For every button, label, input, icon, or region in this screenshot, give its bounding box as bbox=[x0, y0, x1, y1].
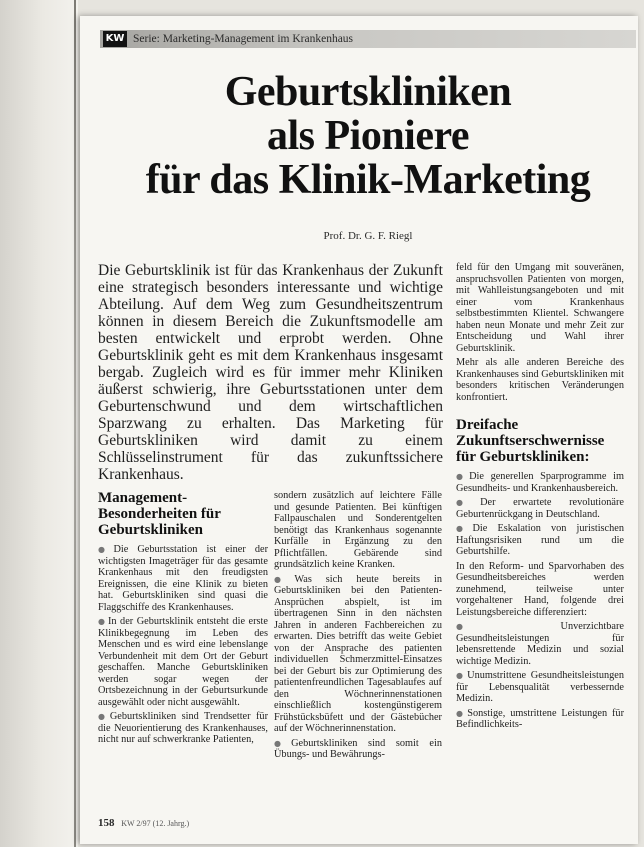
bullet-paragraph bbox=[456, 708, 624, 731]
bullet-icon: ● bbox=[274, 738, 290, 748]
bullet-paragraph bbox=[456, 471, 624, 494]
bullet-paragraph bbox=[98, 544, 268, 613]
binding-edge bbox=[74, 0, 76, 847]
page-number: 158 bbox=[98, 817, 115, 829]
headline-line: für das Klinik-Marketing bbox=[145, 157, 591, 203]
paragraph: sondern zusätzlich auf leichtere Fälle und gesunde Patienten. Bei künftigen Fallpauschalen und Sonderentgelten benötigt das Krankenhaus sogenannte Kurfälle in Ergänzung zu den Pflichtfällen. Gebärende sind grundsätzlich keine Kranken. bbox=[274, 490, 442, 570]
magazine-logo: KW bbox=[103, 31, 127, 47]
headline-line: Geburtskliniken bbox=[224, 69, 512, 115]
bullet-paragraph bbox=[98, 711, 268, 746]
book-spine bbox=[0, 0, 78, 847]
bullet-icon: ● bbox=[456, 472, 468, 481]
paragraph-text: In der Geburtsklinik entsteht die erste Klinikbegegnung im Leben des Menschen und es wird eine lebenslange Verbundenheit mit dem Ort der Geburt geschaffen. Manche Geburtskliniken werden sogar wegen der Ortsbezeichnung in der Geburtsurkunde ausgewählt oder nicht ausgewählt. bbox=[98, 616, 268, 708]
bullet-icon: ● bbox=[98, 617, 106, 626]
bullet-paragraph bbox=[456, 497, 624, 520]
bullet-paragraph bbox=[456, 621, 624, 667]
column-2 bbox=[274, 490, 442, 764]
article-author: Prof. Dr. G. F. Riegl bbox=[323, 230, 413, 242]
bullet-paragraph bbox=[98, 616, 268, 708]
paragraph-text: Unverzichtbare Gesundheitsleistungen für lebensrettende Medizin und sozial wichtige Medizin. bbox=[456, 621, 624, 667]
paragraph: Mehr als alle anderen Bereiche des Krankenhauses sind Geburtskliniken mit besonders kritischen Veränderungen konfrontiert. bbox=[456, 357, 624, 403]
bullet-paragraph bbox=[456, 523, 624, 558]
series-title: Serie: Marketing-Management im Krankenhaus bbox=[133, 33, 354, 45]
paragraph-text: Was sich heute bereits in Geburtskliniken bei den Patienten-Ansprüchen abspielt, ist im übertragenen Sinn in den nächsten Jahren in anderen Fachbereichen zu erwarten. Dies betrifft das weite Gebiet von der Ansprache des patienten individuellen Schmerzmittel-Einsatzes bei der Geburt bis zur Optimierung des patientenfreundlichen Tagesablaufes auf den Wöchnerinnenstationen einschließlich kostengünstigerem Frühstücksbüfett und der Gästebücher auf der Wöchnerinnenstation. bbox=[274, 573, 443, 734]
bullet-icon: ● bbox=[456, 708, 466, 718]
column-1 bbox=[98, 490, 268, 749]
bullet-icon: ● bbox=[456, 622, 559, 631]
paragraph-text: Der erwartete revolutionäre Geburtenrückgang in Deutschland. bbox=[456, 497, 624, 520]
bullet-icon: ● bbox=[456, 671, 466, 680]
bullet-icon: ● bbox=[98, 712, 108, 721]
column-3 bbox=[456, 262, 624, 734]
bullet-icon: ● bbox=[456, 524, 471, 533]
bullet-icon: ● bbox=[274, 574, 293, 584]
paragraph-text: Die generellen Sparprogramme im Gesundheits- und Krankenhausbereich. bbox=[456, 471, 624, 494]
bullet-paragraph bbox=[274, 574, 442, 735]
bullet-icon: ● bbox=[98, 545, 112, 554]
lead-paragraph: Die Geburtsklinik ist für das Krankenhaus der Zukunft eine strategisch besonders interessante und wichtige Abteilung. Auf dem Weg zum Gesundheitszentrum können in diesem Bereich die Zukunftsmodelle am besten entwickelt und erprobt werden. Ohne Geburtsklinik geht es mit dem Krankenhaus insgesamt bergab. Zugleich wird es für immer mehr Kliniken äußerst schwierig, ihre Geburtsstationen unter dem Geburtenschwund und dem wirtschaftlichen Sparzwang zu erhalten. Das Marketing für Geburtskliniken wird damit zu einem Schlüsselinstrument für das zukunftssichere Krankenhaus. bbox=[98, 262, 443, 483]
section-heading: Dreifache Zukunftserschwernisse für Geburtskliniken: bbox=[456, 417, 605, 465]
bullet-icon: ● bbox=[456, 498, 479, 507]
issue-info: KW 2/97 (12. Jahrg.) bbox=[121, 819, 190, 828]
paragraph: feld für den Umgang mit souveränen, anspruchsvollen Patienten von morgen, mit Wahlleistungsangeboten und mit einer vom Krankenhaus selbstbestimmten Klientel. Schwangere haben neun Monate und mehr Zeit zur Entscheidung und Wahl ihrer Geburtsklinik. bbox=[456, 262, 624, 354]
bullet-paragraph bbox=[274, 738, 442, 761]
paragraph-text: Geburtskliniken sind somit ein Übungs- und Bewährungs- bbox=[274, 737, 442, 760]
bullet-paragraph bbox=[456, 670, 624, 705]
headline-line: als Pioniere bbox=[266, 113, 470, 159]
paragraph-text: Sonstige, umstrittene Leistungen für Befindlichkeits- bbox=[456, 707, 625, 730]
page-footer bbox=[98, 817, 189, 829]
article-headline bbox=[100, 70, 636, 202]
paragraph-text: Die Geburtsstation ist einer der wichtigsten Imageträger für das gesamte Krankenhaus mit den freudigsten Ereignissen, die eine Klinik zu bieten hat. Geburtskliniken sind quasi die Flaggschiffe des Krankenhauses. bbox=[98, 544, 268, 613]
paragraph-text: Die Eskalation von juristischen Haftungsrisiken rund um die Geburtshilfe. bbox=[456, 523, 624, 557]
paragraph-text: Geburtskliniken sind Trendsetter für die Neuorientierung des Krankenhauses, nicht nur auf schwerkranke Patienten, bbox=[98, 711, 268, 745]
section-heading: Management-Besonderheiten für Geburtskliniken bbox=[98, 490, 221, 538]
paragraph: In den Reform- und Sparvorhaben des Gesundheitsbereiches werden zunehmend, teilweise unter vorgehaltener Hand, folgende drei Leistungsbereiche differenziert: bbox=[456, 560, 624, 618]
paragraph-text: Unumstrittene Gesundheitsleistungen für Lebensqualität verbessernde Medizin. bbox=[456, 670, 625, 704]
